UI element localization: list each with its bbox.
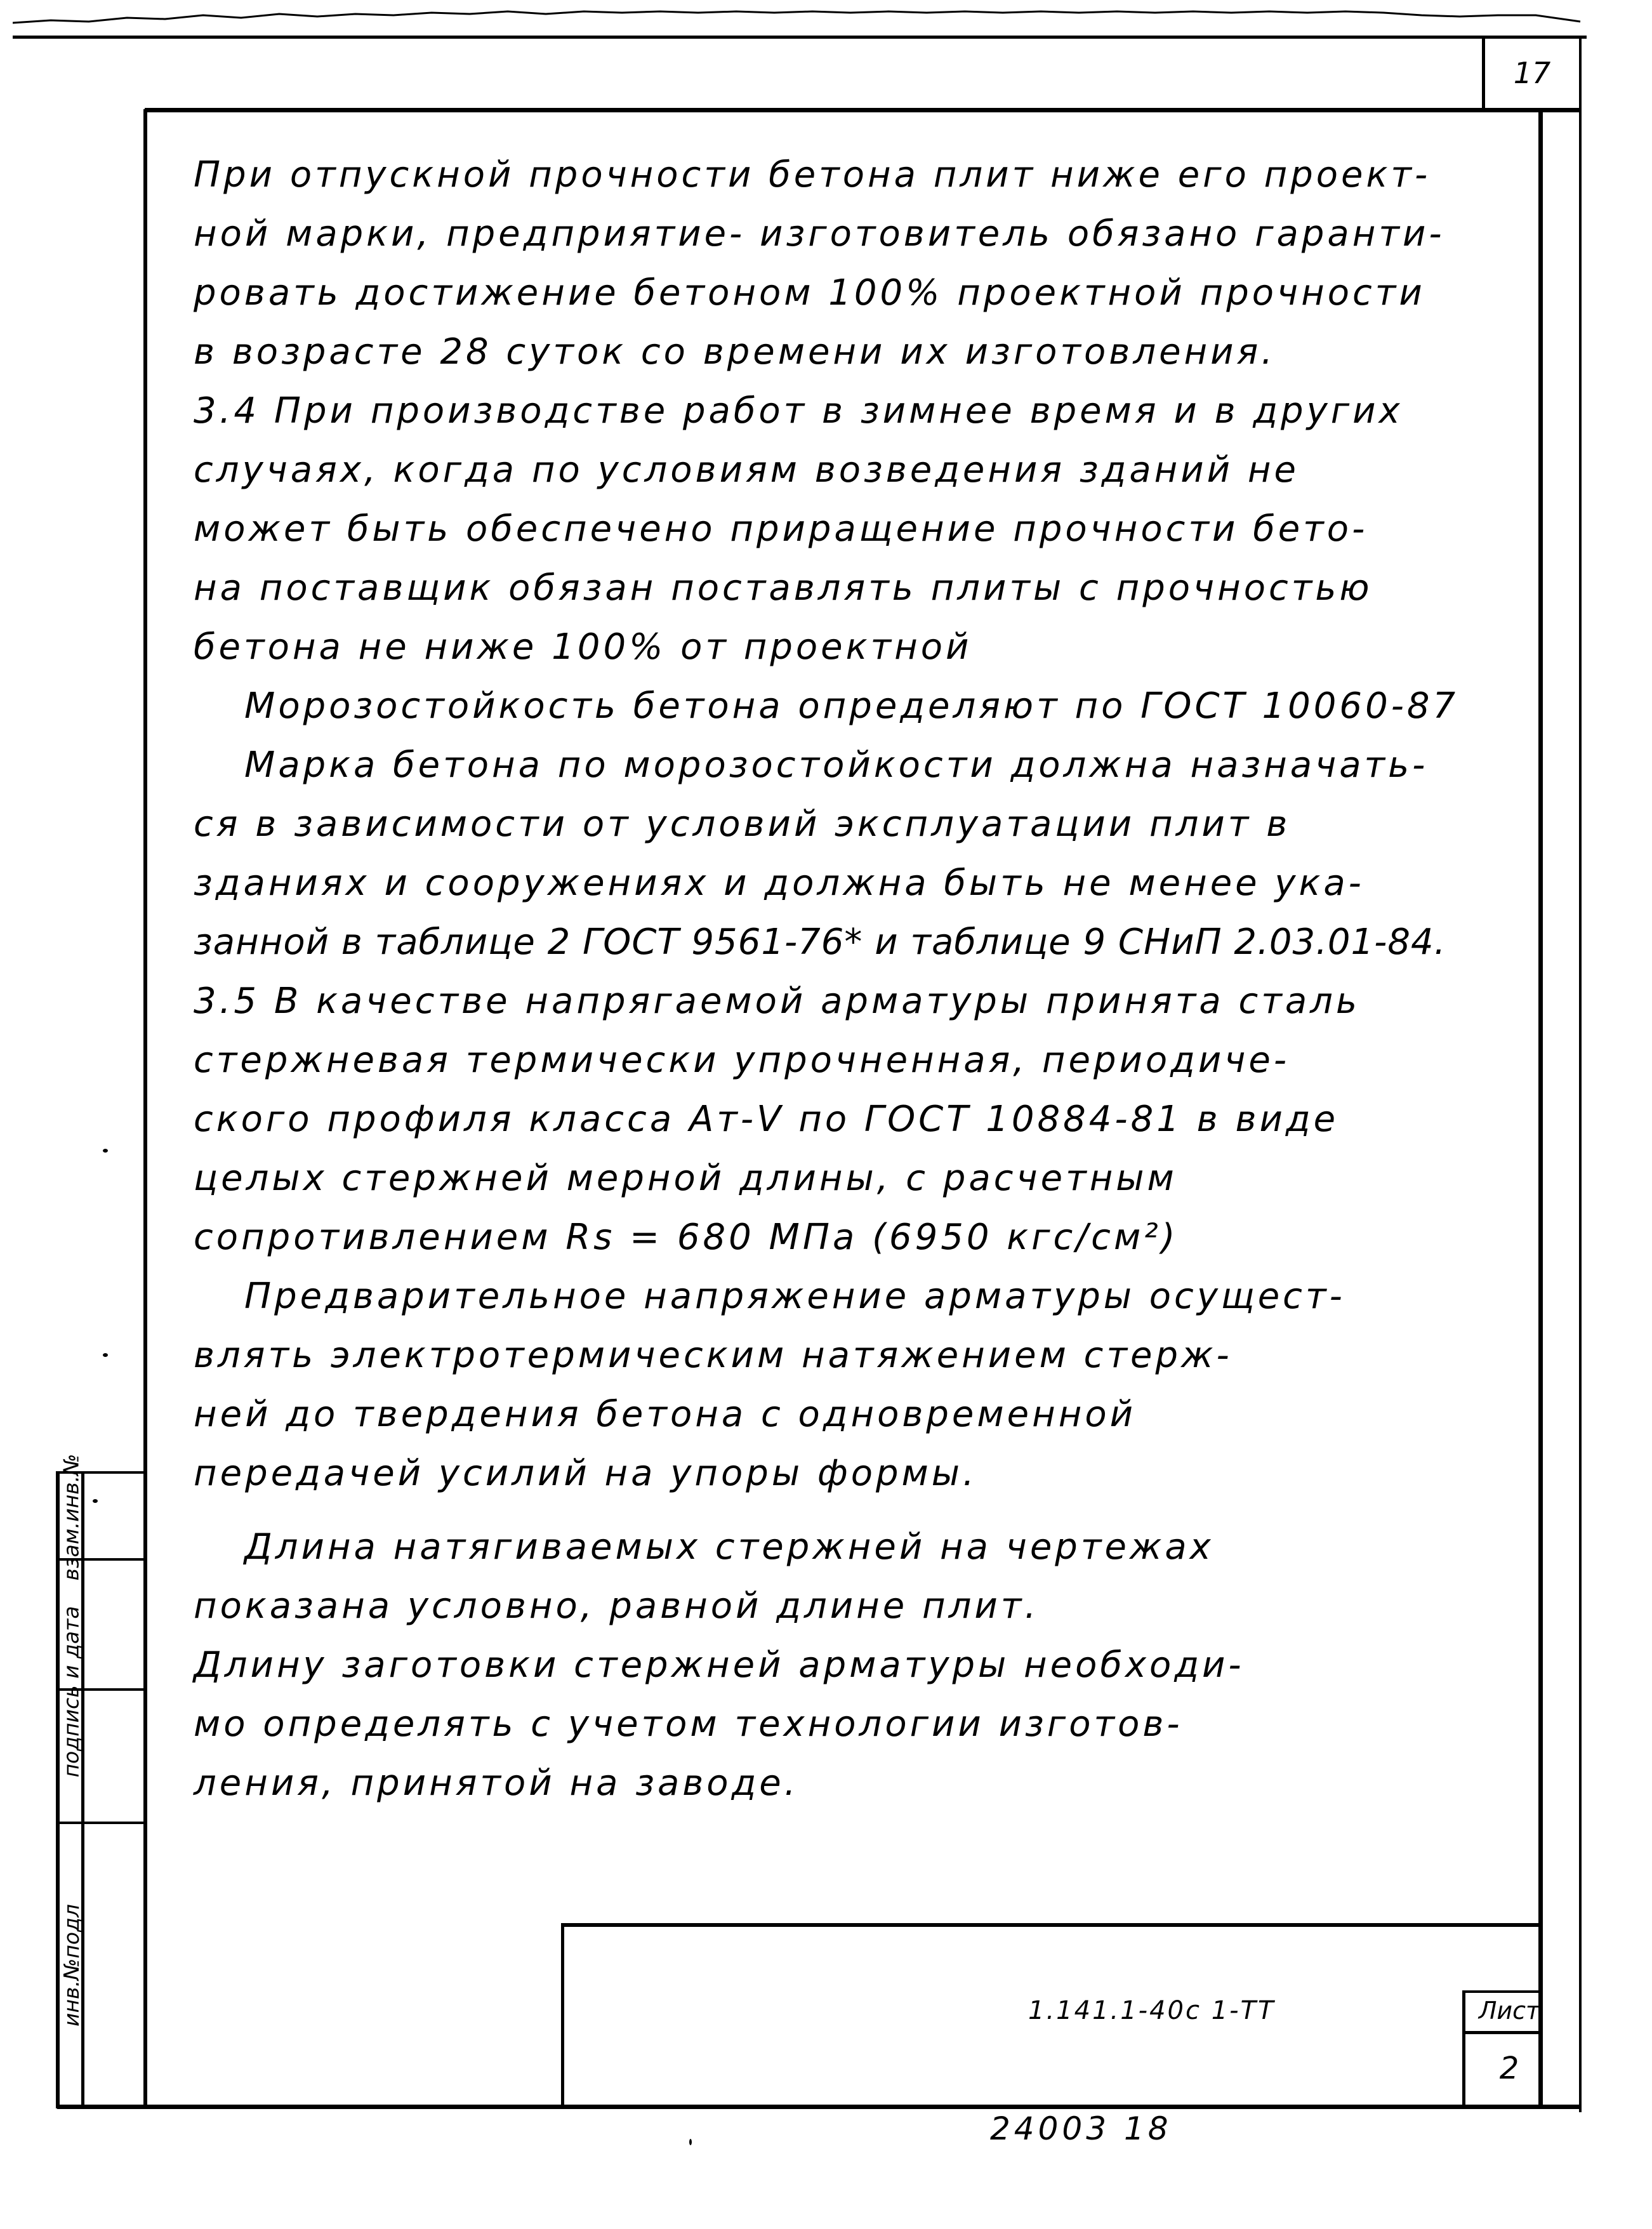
frame-bottom [57,2105,1582,2109]
stamp-orig-inv-label: инв.№подл [58,1903,84,2027]
title-block-sheet-divider [1462,1990,1465,2107]
body-line: на поставщик обязан поставлять плиты с прочностью [194,567,1373,609]
body-line: показана условно, равной длине плит. [194,1585,1040,1627]
body-line: Предварительное напряжение арматуры осущест- [244,1276,1345,1317]
body-line: стержневая термически упрочненная, периодиче- [194,1040,1290,1081]
body-line: бетона не ниже 100% от проектной [194,626,972,668]
body-line: Марка бетона по морозостойкости должна назначать- [244,744,1429,786]
page-number-box-right [1579,37,1582,2112]
scan-speck [103,1149,108,1153]
title-block-top [562,1923,1540,1927]
scan-speck [93,1499,98,1503]
body-line: мо определять с учетом технологии изготов- [194,1703,1183,1745]
frame-top [145,108,1582,112]
body-line: целых стержней мерной длины, с расчетным [194,1158,1177,1199]
body-line: Длина натягиваемых стержней на чертежах [244,1526,1214,1568]
body-line: ней до твердения бетона с одновременной [194,1394,1136,1435]
body-line: ся в зависимости от условий эксплуатации плит в [194,804,1291,845]
archive-number: 24003 18 [990,2110,1172,2147]
body-line: в возрасте 28 суток со времени их изготовления. [194,331,1276,373]
body-line: может быть обеспечено приращение прочности бето- [194,508,1368,550]
sheet-top-line [13,36,1587,39]
title-block-left [561,1923,564,2107]
body-line: При отпускной прочности бетона плит ниже его проект- [194,154,1431,195]
body-line: сопротивлением Rs = 680 МПа (6950 кгс/см²) [194,1217,1179,1258]
frame-left [143,109,147,2108]
body-line: 3.4 При производстве работ в зимнее время и в других [194,390,1403,432]
scan-speck [103,1353,108,1357]
body-line: ления, принятой на заводе. [194,1763,799,1804]
scan-speck [689,2139,692,2145]
body-line: влять электротермическим натяжением стерж- [194,1335,1232,1376]
torn-edge-decoration [13,9,1593,28]
frame-right [1538,110,1543,2107]
stamp-signature-date-label: подпись и дата [58,1605,84,1778]
sheet-number: 2 [1499,2051,1519,2086]
body-line: случаях, когда по условиям возведения зданий не [194,449,1299,491]
document-code: 1.141.1-40с 1-ТТ [1028,1996,1276,2025]
body-line: зданиях и сооружениях и должна быть не менее ука- [194,863,1365,904]
body-line: ского профиля класса Ат-V по ГОСТ 10884-81 в виде [194,1099,1339,1140]
body-line: Длину заготовки стержней арматуры необходи- [194,1644,1245,1686]
sheet-label: Лист [1478,1997,1540,2025]
body-line: занной в таблице 2 ГОСТ 9561-76* и таблице 9 СНиП 2.03.01-84. [194,922,1446,963]
body-line: ной марки, предприятие- изготовитель обязано гаранти- [194,213,1445,255]
body-line: 3.5 В качестве напрягаемой арматуры принята сталь [194,981,1360,1022]
body-line: Морозостойкость бетона определяют по ГОСТ 10060-87 [244,685,1459,727]
page-number: 17 [1513,56,1551,90]
stamp-replace-inv-label: взам.инв.№ [58,1453,84,1580]
body-line: передачей усилий на упоры формы. [194,1453,977,1494]
body-line: ровать достижение бетоном 100% проектной прочности [194,272,1425,314]
